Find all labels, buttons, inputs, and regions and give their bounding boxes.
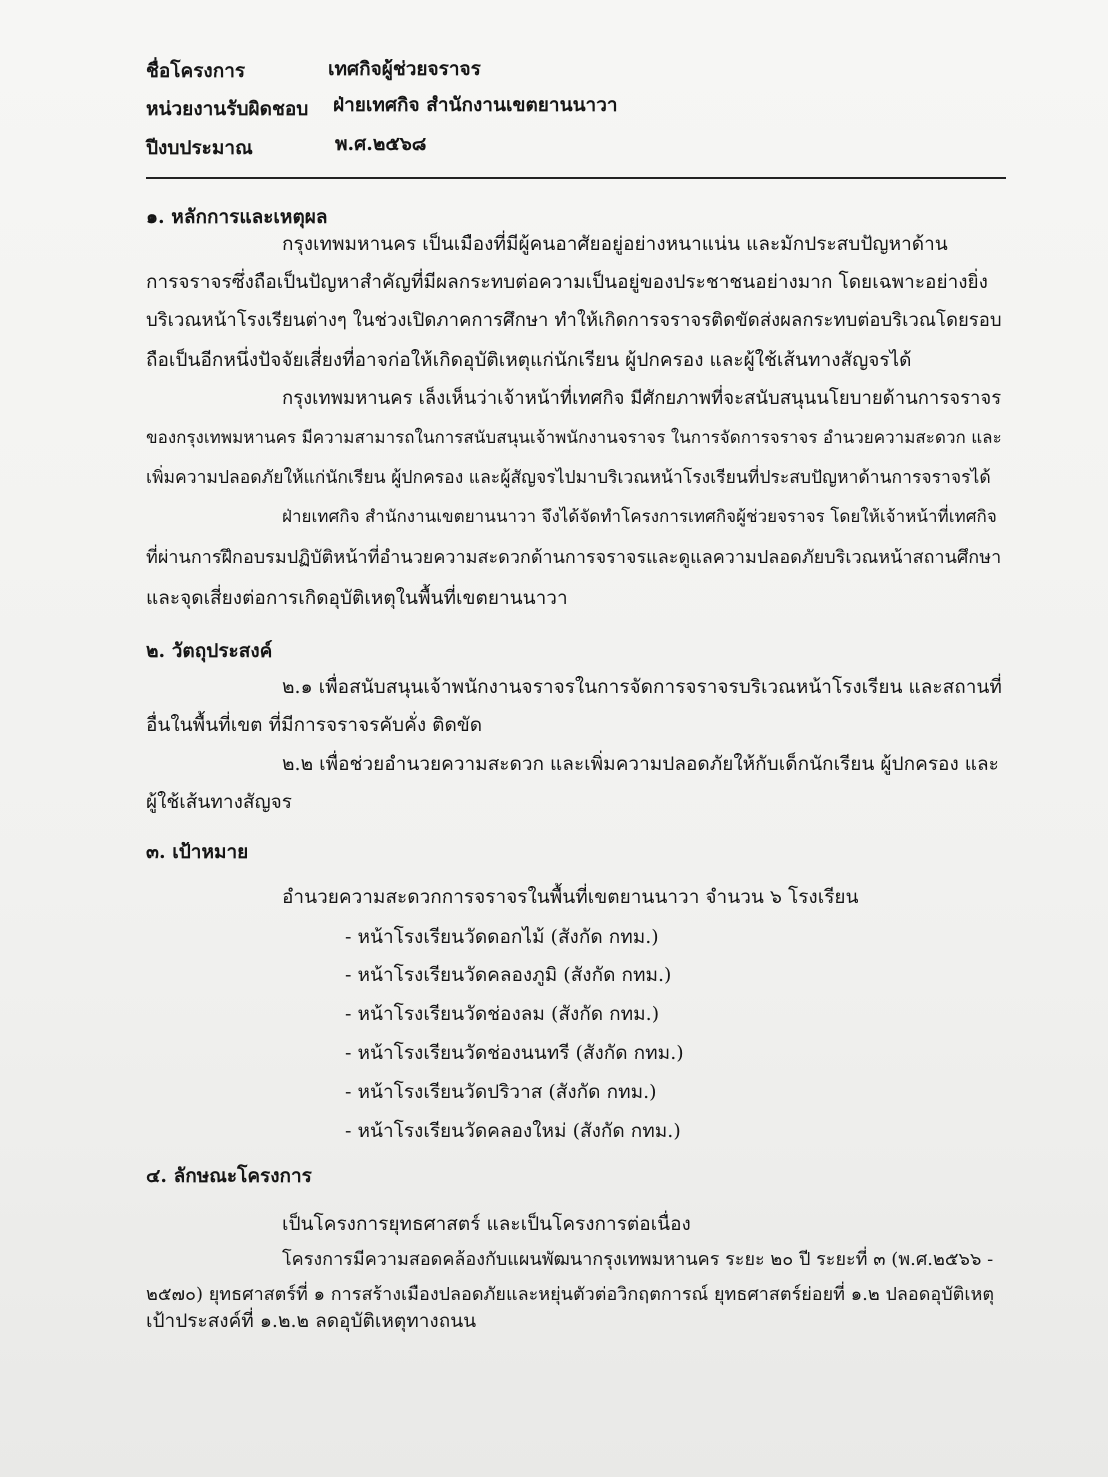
- school-list-item: - หน้าโรงเรียนวัดช่องนนทรี (สังกัด กทม.): [345, 1042, 684, 1064]
- school-list-item: - หน้าโรงเรียนวัดช่องลม (สังกัด กทม.): [345, 1003, 660, 1025]
- section-1-line: ที่ผ่านการฝึกอบรมปฏิบัติหน้าที่อำนวยความสะดวกด้านการจราจรและดูแลความปลอดภัยบริเวณหน้าสถานศึกษา: [146, 547, 1002, 568]
- section-1-line: กรุงเทพมหานคร เล็งเห็นว่าเจ้าหน้าที่เทศกิจ มีศักยภาพที่จะสนับสนุนนโยบายด้านการจราจร: [282, 388, 1002, 409]
- school-list-item: - หน้าโรงเรียนวัดดอกไม้ (สังกัด กทม.): [345, 926, 659, 948]
- section-1-line: ฝ่ายเทศกิจ สำนักงานเขตยานนาวา จึงได้จัดทำโครงการเทศกิจผู้ช่วยจราจร โดยให้เจ้าหน้าที่เทศกิจ: [282, 507, 997, 527]
- section-1-line: กรุงเทพมหานคร เป็นเมืองที่มีผู้คนอาศัยอยู่อย่างหนาแน่น และมักประสบปัญหาด้าน: [282, 233, 948, 255]
- section-1-line: การจราจรซึ่งถือเป็นปัญหาสำคัญที่มีผลกระทบต่อความเป็นอยู่ของประชาชนอย่างมาก โดยเฉพาะอย่างยิ่ง: [146, 271, 988, 293]
- section-1-line: บริเวณหน้าโรงเรียนต่างๆ ในช่วงเปิดภาคการศึกษา ทำให้เกิดการจราจรติดขัดส่งผลกระทบต่อบริเวณโดยรอบ: [146, 310, 1002, 331]
- section-1-line: ของกรุงเทพมหานคร มีความสามารถในการสนับสนุนเจ้าพนักงานจราจร ในการจัดการจราจร อำนวยความสะดวก และ: [146, 428, 1002, 448]
- header-divider: [146, 177, 1006, 179]
- section-4-line: เป้าประสงค์ที่ ๑.๒.๒ ลดอุบัติเหตุทางถนน: [146, 1310, 477, 1332]
- section-1-line: เพิ่มความปลอดภัยให้แก่นักเรียน ผู้ปกครอง และผู้สัญจรไปมาบริเวณหน้าโรงเรียนที่ประสบปัญหาด้านการจราจรได้: [146, 468, 991, 488]
- section-1-line: และจุดเสี่ยงต่อการเกิดอุบัติเหตุในพื้นที่เขตยานนาวา: [146, 587, 568, 609]
- section-3-intro: อำนวยความสะดวกการจราจรในพื้นที่เขตยานนาวา จำนวน ๖ โรงเรียน: [282, 886, 859, 908]
- project-name-label: ชื่อโครงการ: [146, 60, 246, 82]
- budget-year-label: ปีงบประมาณ: [146, 137, 253, 159]
- section-2-line: ผู้ใช้เส้นทางสัญจร: [146, 791, 292, 813]
- section-3-heading: ๓. เป้าหมาย: [146, 841, 249, 863]
- section-2-heading: ๒. วัตถุประสงค์: [146, 640, 273, 662]
- section-1-heading: ๑. หลักการและเหตุผล: [146, 206, 328, 228]
- section-4-line: โครงการมีความสอดคล้องกับแผนพัฒนากรุงเทพมหานคร ระยะ ๒๐ ปี ระยะที่ ๓ (พ.ศ.๒๕๖๖ -: [282, 1249, 994, 1270]
- section-4-line: เป็นโครงการยุทธศาสตร์ และเป็นโครงการต่อเนื่อง: [282, 1213, 691, 1235]
- department-label: หน่วยงานรับผิดชอบ: [146, 98, 309, 120]
- school-list-item: - หน้าโรงเรียนวัดคลองใหม่ (สังกัด กทม.): [345, 1120, 681, 1142]
- section-1-line: ถือเป็นอีกหนึ่งปัจจัยเสี่ยงที่อาจก่อให้เกิดอุบัติเหตุแก่นักเรียน ผู้ปกครอง และผู้ใช้เส้นทางสัญจรได้: [146, 349, 912, 371]
- section-4-line: ๒๕๗๐) ยุทธศาสตร์ที่ ๑ การสร้างเมืองปลอดภัยและหยุ่นตัวต่อวิกฤตการณ์ ยุทธศาสตร์ย่อยที่ ๑.๒ ปลอดอุบัติเหตุ: [146, 1284, 995, 1305]
- project-name-value: เทศกิจผู้ช่วยจราจร: [328, 58, 481, 80]
- school-list-item: - หน้าโรงเรียนวัดคลองภูมิ (สังกัด กทม.): [345, 964, 672, 986]
- budget-year-value: พ.ศ.๒๕๖๘: [335, 133, 427, 155]
- section-2-line: ๒.๒ เพื่อช่วยอำนวยความสะดวก และเพิ่มความปลอดภัยให้กับเด็กนักเรียน ผู้ปกครอง และ: [282, 753, 999, 775]
- section-4-heading: ๔. ลักษณะโครงการ: [146, 1165, 312, 1187]
- section-2-line: ๒.๑ เพื่อสนับสนุนเจ้าพนักงานจราจรในการจัดการจราจรบริเวณหน้าโรงเรียน และสถานที่: [282, 676, 1002, 698]
- school-list-item: - หน้าโรงเรียนวัดปริวาส (สังกัด กทม.): [345, 1081, 657, 1103]
- section-2-line: อื่นในพื้นที่เขต ที่มีการจราจรคับคั่ง ติดขัด: [146, 714, 483, 736]
- department-value: ฝ่ายเทศกิจ สำนักงานเขตยานนาวา: [333, 94, 618, 116]
